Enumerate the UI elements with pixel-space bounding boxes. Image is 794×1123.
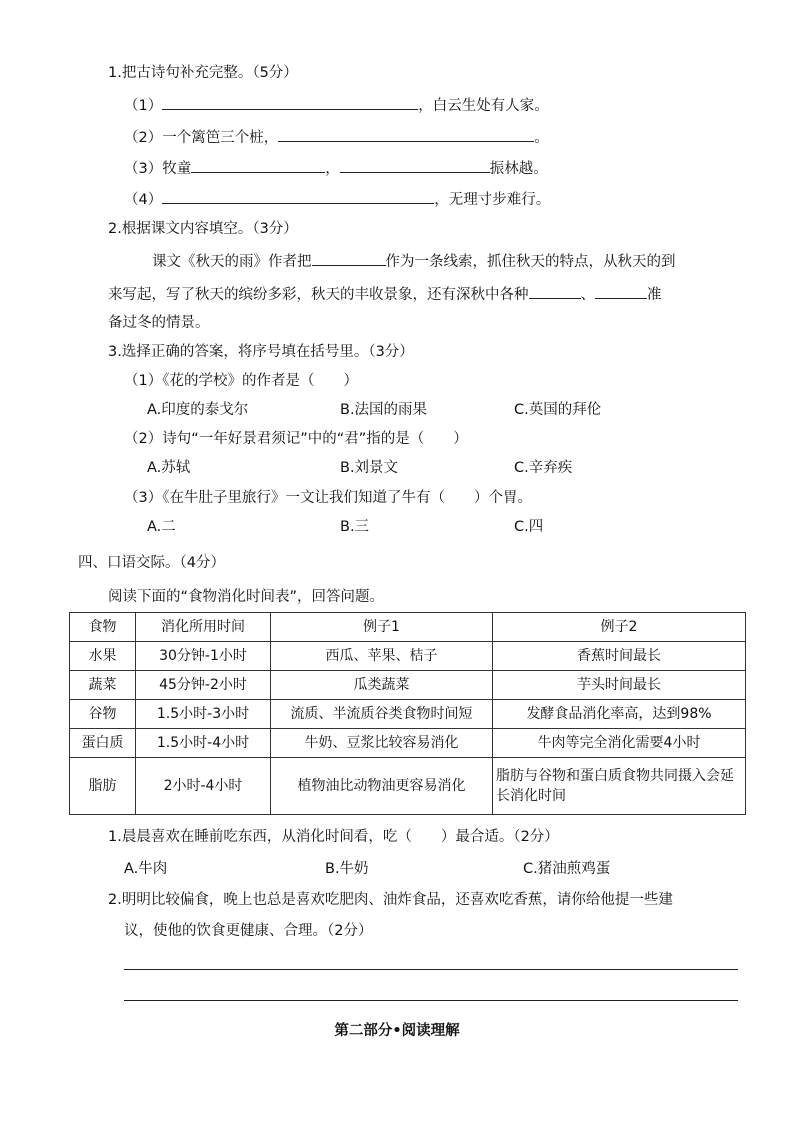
q2-line-1-suffix: 作为一条线索，抓住秋天的特点，从秋天的到 xyxy=(385,254,676,270)
q2-line-2-prefix: 来写起，写了秋天的缤纷多彩，秋天的丰收景象，还有深秋中各种 xyxy=(108,287,529,303)
table-row xyxy=(70,758,746,815)
section-4-q1: 1.晨晨喜欢在睡前吃东西，从消化时间看，吃（ ）最合适。（2分） xyxy=(108,829,559,845)
q3-q2-option-b[interactable]: B.刘景文 xyxy=(340,460,399,476)
answer-blank[interactable] xyxy=(595,283,647,299)
table-cell: 30分钟-1小时 xyxy=(136,642,271,671)
table-cell: 牛肉等完全消化需要4小时 xyxy=(493,729,746,758)
answer-line[interactable] xyxy=(124,969,738,970)
answer-blank[interactable] xyxy=(312,250,386,266)
q1-item-1 xyxy=(124,94,549,116)
section-footer-title: 第二部分•阅读理解 xyxy=(334,1023,460,1039)
table-cell: 流质、半流质谷类食物时间短 xyxy=(271,700,493,729)
section-4-q1-option-c[interactable]: C.猪油煎鸡蛋 xyxy=(523,861,611,877)
q2-line-1 xyxy=(152,250,676,272)
answer-blank[interactable] xyxy=(340,157,490,173)
q3-question-1: （1）《花的学校》的作者是（ ） xyxy=(124,373,358,389)
q2-title: 2.根据课文内容填空。（3分） xyxy=(108,221,298,237)
q2-line-3: 备过冬的情景。 xyxy=(108,315,210,331)
q1-item-1-prefix: （1） xyxy=(124,98,163,114)
table-cell: 1.5小时-3小时 xyxy=(136,700,271,729)
table-row xyxy=(70,700,746,729)
q3-q2-option-c[interactable]: C.辛弃疾 xyxy=(514,460,573,476)
table-cell: 蛋白质 xyxy=(70,729,136,758)
q2-line-2-suffix: 准 xyxy=(647,287,662,303)
table-cell: 2小时-4小时 xyxy=(136,758,271,815)
answer-blank[interactable] xyxy=(162,94,418,110)
table-cell: 瓜类蔬菜 xyxy=(271,671,493,700)
table-cell: 芋头时间最长 xyxy=(493,671,746,700)
section-4-q1-option-a[interactable]: A.牛肉 xyxy=(124,861,168,877)
answer-blank[interactable] xyxy=(529,283,581,299)
q2-line-2-mid: 、 xyxy=(580,287,595,303)
q1-item-2-suffix: 。 xyxy=(534,130,549,146)
q3-q1-option-a[interactable]: A.印度的泰戈尔 xyxy=(147,402,249,418)
q1-item-4-suffix: ，无理寸步难行。 xyxy=(434,192,551,208)
q1-item-4 xyxy=(124,188,550,210)
q3-q3-option-a[interactable]: A.二 xyxy=(147,519,176,535)
digestion-time-table xyxy=(69,612,746,815)
answer-line[interactable] xyxy=(124,1000,738,1001)
table-cell: 45分钟-2小时 xyxy=(136,671,271,700)
q1-item-4-prefix: （4） xyxy=(124,192,163,208)
table-row xyxy=(70,671,746,700)
q1-item-3-mid: ， xyxy=(325,161,340,177)
section-4-intro: 阅读下面的“食物消化时间表”，回答问题。 xyxy=(108,589,385,605)
q3-title: 3.选择正确的答案，将序号填在括号里。（3分） xyxy=(108,344,414,360)
table-cell: 1.5小时-4小时 xyxy=(136,729,271,758)
q2-line-2 xyxy=(108,283,662,305)
table-header-cell: 例子2 xyxy=(493,613,746,642)
answer-blank[interactable] xyxy=(191,157,325,173)
q1-item-1-suffix: ，白云生处有人家。 xyxy=(418,98,549,114)
table-cell: 香蕉时间最长 xyxy=(493,642,746,671)
table-header-cell: 食物 xyxy=(70,613,136,642)
q3-q3-option-b[interactable]: B.三 xyxy=(340,519,370,535)
table-cell: 植物油比动物油更容易消化 xyxy=(271,758,493,815)
section-4-q2-line-1: 2.明明比较偏食，晚上也总是喜欢吃肥肉、油炸食品，还喜欢吃香蕉，请你给他提一些建 xyxy=(108,892,673,908)
table-cell: 水果 xyxy=(70,642,136,671)
q2-line-1-prefix: 课文《秋天的雨》作者把 xyxy=(152,254,312,270)
table-row xyxy=(70,642,746,671)
q3-question-3: （3）《在牛肚子里旅行》一文让我们知道了牛有（ ）个胃。 xyxy=(124,490,532,506)
q3-question-2: （2）诗句“一年好景君须记”中的“君”指的是（ ） xyxy=(124,431,468,447)
table-row xyxy=(70,729,746,758)
table-cell: 脂肪 xyxy=(70,758,136,815)
table-cell: 西瓜、苹果、桔子 xyxy=(271,642,493,671)
table-cell: 脂肪与谷物和蛋白质食物共同摄入会延长消化时间 xyxy=(493,758,746,815)
q1-title: 1.把古诗句补充完整。（5分） xyxy=(108,65,298,81)
q1-item-3-prefix: （3）牧童 xyxy=(124,161,192,177)
table-header-row xyxy=(70,613,746,642)
table-header-cell: 消化所用时间 xyxy=(136,613,271,642)
q3-q3-option-c[interactable]: C.四 xyxy=(514,519,544,535)
q1-item-2-prefix: （2）一个篱笆三个桩， xyxy=(124,130,279,146)
table-header-cell: 例子1 xyxy=(271,613,493,642)
table-cell: 发酵食品消化率高，达到98% xyxy=(493,700,746,729)
table-cell: 谷物 xyxy=(70,700,136,729)
q3-q1-option-c[interactable]: C.英国的拜伦 xyxy=(514,402,602,418)
table-cell: 蔬菜 xyxy=(70,671,136,700)
q3-q2-option-a[interactable]: A.苏轼 xyxy=(147,460,191,476)
section-4-title: 四、口语交际。（4分） xyxy=(78,555,225,571)
answer-blank[interactable] xyxy=(162,188,434,204)
section-4-q2-line-2: 议，使他的饮食更健康、合理。（2分） xyxy=(124,923,373,939)
answer-blank[interactable] xyxy=(278,126,534,142)
q1-item-2 xyxy=(124,126,549,148)
q1-item-3-suffix: 振林越。 xyxy=(489,161,548,177)
table-cell: 牛奶、豆浆比较容易消化 xyxy=(271,729,493,758)
q1-item-3 xyxy=(124,157,548,179)
q3-q1-option-b[interactable]: B.法国的雨果 xyxy=(340,402,428,418)
section-4-q1-option-b[interactable]: B.牛奶 xyxy=(325,861,369,877)
